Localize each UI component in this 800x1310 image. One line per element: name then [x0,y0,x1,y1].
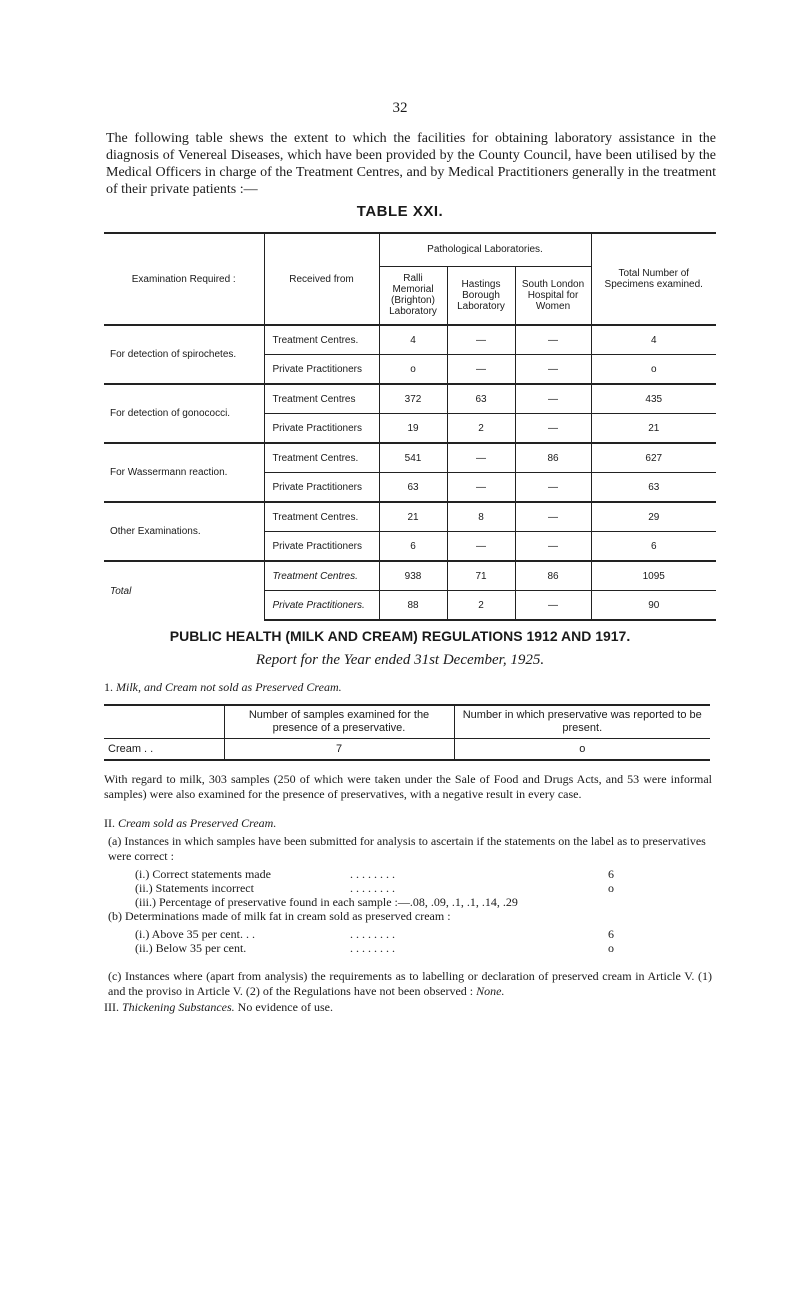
milk-paragraph: With regard to milk, 303 samples (250 of which were taken under the Sale of Food and Drugs Acts, and 53 were informal samples) were also examined for the presence of preservatives, with a negative result in every case. [104,772,712,801]
section-heading: PUBLIC HEALTH (MILK AND CREAM) REGULATIONS 1912 AND 1917. [169,628,631,644]
item-label: (ii.) Below 35 per cent. [135,941,247,955]
received-from: Private Practitioners. [264,591,379,621]
subsection-heading [104,1000,712,1015]
subsection-title: Thickening Substances. [122,1000,235,1014]
item-label: (i.) Correct statements made [135,867,271,881]
item-label: (ii.) Statements incorrect [135,881,254,895]
subsection-heading [104,816,712,831]
received-from: Treatment Centres. [264,502,379,532]
table-title: TABLE XXI. [356,203,444,220]
hastings-count: 63 [447,384,515,414]
item-value: o [608,941,614,955]
samples-examined-value: 7 [224,739,454,761]
preservative-present-value: o [454,739,710,761]
south-london-count: — [515,325,591,355]
total-count: o [591,355,716,385]
list-item [135,867,614,881]
item-c-answer: None. [476,984,505,998]
hastings-count: — [447,325,515,355]
list-item [135,881,614,895]
total-count: 63 [591,473,716,503]
cream-table [104,704,710,761]
hastings-count: 2 [447,414,515,444]
subsection-number: 1. [104,680,113,694]
table-row [104,502,716,532]
received-from: Private Practitioners [264,355,379,385]
total-count: 1095 [591,561,716,591]
table-row [104,739,710,761]
received-from: Treatment Centres. [264,561,379,591]
header-received: Received from [264,233,379,325]
header-examination: Examination Required : [104,233,264,325]
dot-leader: . . . . . . . . [350,927,395,941]
total-count: 29 [591,502,716,532]
received-from: Treatment Centres [264,384,379,414]
south-london-count: — [515,355,591,385]
south-london-count: 86 [515,561,591,591]
header-lab-ralli: Ralli Memorial (Brighton) Laboratory [379,266,447,325]
table-row [104,561,716,591]
subsection-number: II. [104,816,115,830]
subsection-text: No evidence of use. [237,1000,333,1014]
header-total: Total Number of Specimens examined. [591,233,716,325]
item-b-text: (b) Determinations made of milk fat in cream sold as preserved cream : [108,909,451,923]
list-item [135,941,614,955]
header-preservative-present: Number in which preservative was reported to be present. [454,705,710,739]
item-value: 6 [608,927,614,941]
south-london-count: 86 [515,443,591,473]
hastings-count: — [447,355,515,385]
row-category: For detection of spirochetes. [104,325,264,384]
ralli-count: 4 [379,325,447,355]
south-london-count: — [515,532,591,562]
item-label: (i.) Above 35 per cent. . . [135,927,255,941]
received-from: Treatment Centres. [264,325,379,355]
list-item [135,927,614,941]
row-category: Other Examinations. [104,502,264,561]
ralli-count: 21 [379,502,447,532]
subsection-title: Milk, and Cream not sold as Preserved Cream. [116,680,342,694]
hastings-count: — [447,532,515,562]
ralli-count: 63 [379,473,447,503]
page-number: 32 [392,100,408,116]
ralli-count: o [379,355,447,385]
subsection-heading [104,680,342,695]
table-row [104,384,716,414]
dot-leader: . . . . . . . . [350,941,395,955]
ralli-count: 88 [379,591,447,621]
total-count: 6 [591,532,716,562]
item-c-text [108,969,712,999]
table-row [104,443,716,473]
total-count: 21 [591,414,716,444]
total-count: 435 [591,384,716,414]
list-item [135,895,518,909]
received-from: Treatment Centres. [264,443,379,473]
dot-leader: . . . . . . . . [350,881,395,895]
ralli-count: 541 [379,443,447,473]
item-c-body: (c) Instances where (apart from analysis) the requirements as to labelling or declaration of preserved cream in Article V. (1) and the proviso in Article V. (2) of the Regulations have not been observed : [108,969,712,998]
subsection-title: Cream sold as Preserved Cream. [118,816,277,830]
dot-leader: . . . . . . . . [350,867,395,881]
received-from: Private Practitioners [264,532,379,562]
hastings-count: 2 [447,591,515,621]
cream-row-label: Cream . . [104,739,224,761]
header-lab-hastings: Hastings Borough Laboratory [447,266,515,325]
item-label: (iii.) Percentage of preservative found in each sample :—.08, .09, .1, .1, .14, .29 [135,895,518,909]
received-from: Private Practitioners [264,414,379,444]
item-value: o [608,881,614,895]
south-london-count: — [515,502,591,532]
subsection-number: III. [104,1000,119,1014]
hastings-count: 8 [447,502,515,532]
south-london-count: — [515,384,591,414]
ralli-count: 19 [379,414,447,444]
report-subtitle: Report for the Year ended 31st December, 1925. [255,652,545,668]
hastings-count: — [447,443,515,473]
header-labs-group: Pathological Laboratories. [379,233,591,266]
south-london-count: — [515,473,591,503]
intro-paragraph: The following table shews the extent to which the facilities for obtaining laboratory assistance in the diagnosis of Venereal Diseases, which have been provided by the County Council, have been utilised by the Medical Officers in charge of the Treatment Centres, and by Medical Practitioners generally in the treatment of their private patients :— [106,131,716,197]
row-category-total: Total [104,561,264,620]
laboratory-table [104,232,716,621]
header-samples-examined: Number of samples examined for the presence of a preservative. [224,705,454,739]
south-london-count: — [515,591,591,621]
hastings-count: 71 [447,561,515,591]
table-row [104,325,716,355]
item-value: 6 [608,867,614,881]
item-a-text: (a) Instances in which samples have been submitted for analysis to ascertain if the statements on the label as to preservatives were correct : [108,834,706,863]
received-from: Private Practitioners [264,473,379,503]
header-lab-south-london: South London Hospital for Women [515,266,591,325]
row-category: For detection of gonococci. [104,384,264,443]
ralli-count: 938 [379,561,447,591]
ralli-count: 372 [379,384,447,414]
cream-table-blank-header [104,705,224,739]
ralli-count: 6 [379,532,447,562]
total-count: 627 [591,443,716,473]
hastings-count: — [447,473,515,503]
south-london-count: — [515,414,591,444]
total-count: 4 [591,325,716,355]
row-category: For Wassermann reaction. [104,443,264,502]
total-count: 90 [591,591,716,621]
